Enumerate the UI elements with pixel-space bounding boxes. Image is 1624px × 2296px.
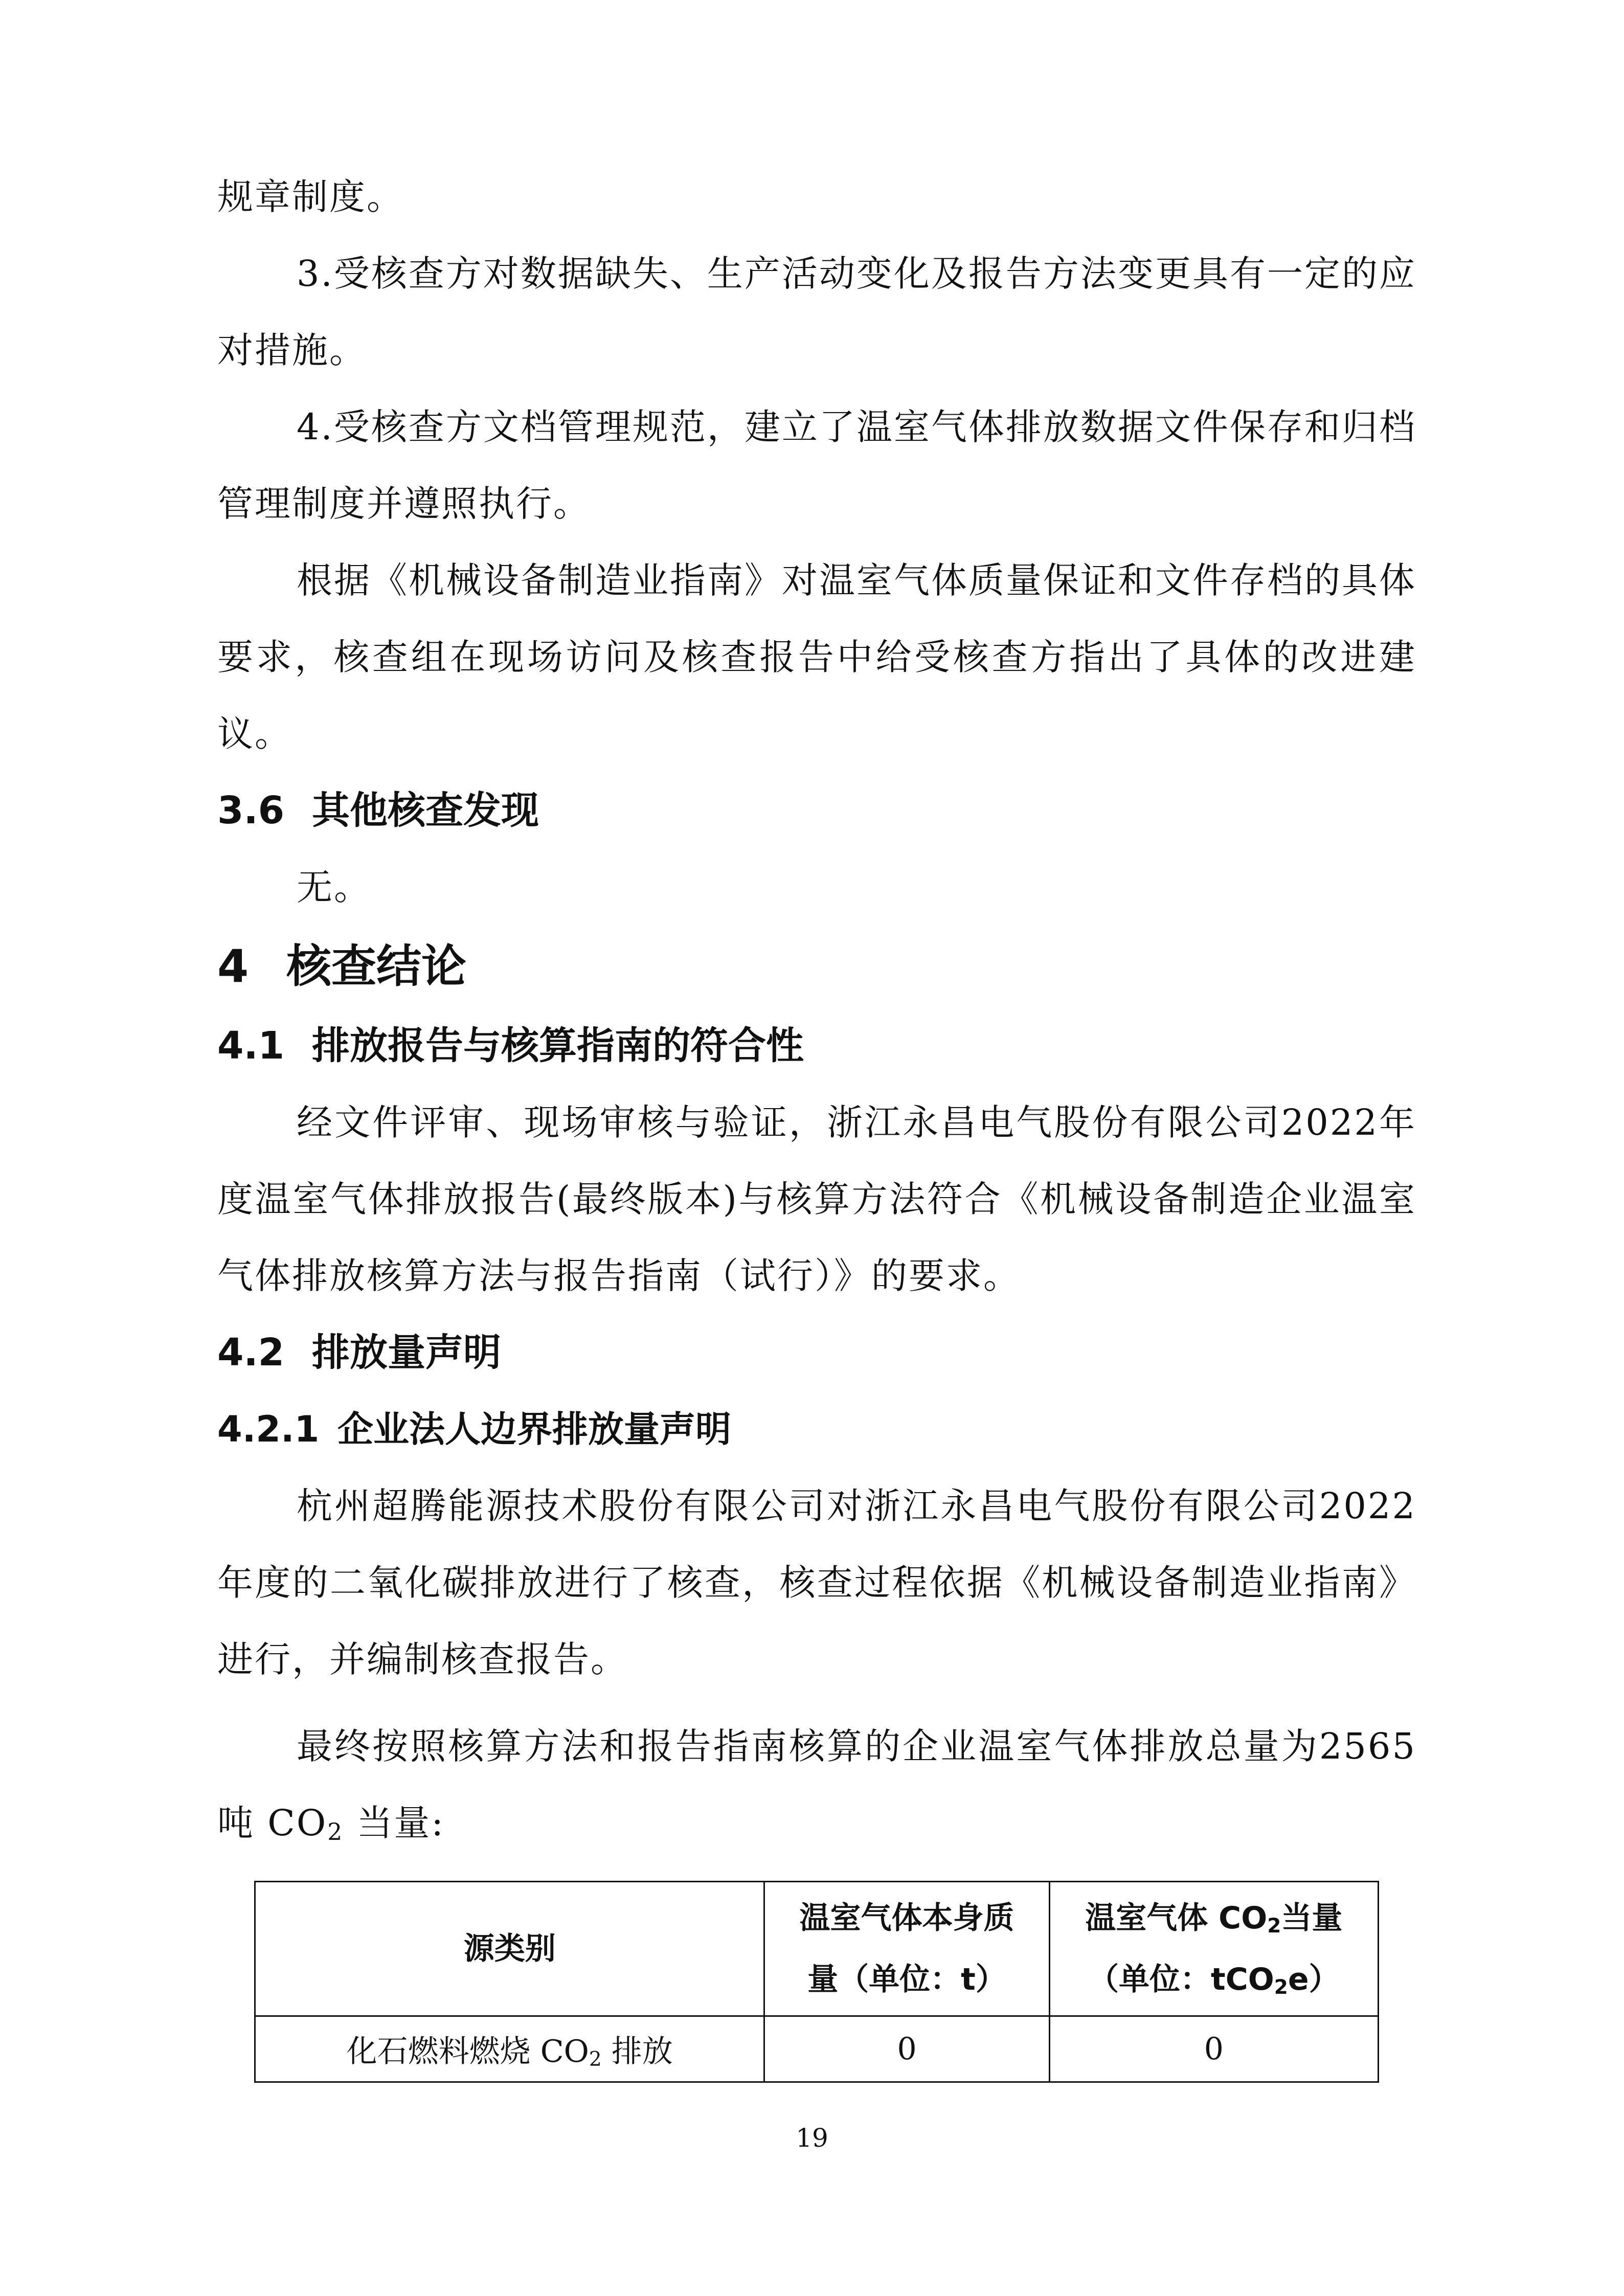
section-number: 4.2.1: [217, 1408, 320, 1450]
section-3-6-heading: [217, 772, 1416, 849]
section-number: 4: [217, 940, 249, 993]
section-title: 企业法人边界排放量声明: [337, 1408, 731, 1450]
header-gas-mass: 温室气体本身质 量（单位：t）: [764, 1882, 1049, 2016]
paragraph-total-emissions: [217, 1708, 1416, 1861]
section-number: 4.2: [217, 1331, 285, 1375]
section-4-1-heading: [217, 1007, 1416, 1084]
section-number: 4.1: [217, 1024, 285, 1068]
table-row: [255, 2016, 1379, 2082]
cell-co2e: 0: [1049, 2016, 1378, 2082]
section-4-2-1-heading: [217, 1391, 1416, 1468]
section-title: 排放量声明: [312, 1331, 501, 1375]
section-4-heading: [217, 926, 1416, 1007]
section-number: 3.6: [217, 789, 285, 832]
header-source-category: 源类别: [255, 1882, 764, 2016]
section-4-2-heading: [217, 1314, 1416, 1391]
cell-source: 化石燃料燃烧 $CO_2$ 排放: [255, 2016, 764, 2082]
paragraph-item-4: 4.受核查方文档管理规范，建立了温室气体排放数据文件保存和归档管理制度并遵照执行。: [217, 406, 1416, 525]
header-co2-equivalent: 温室气体 $CO_2$当量 （单位：tCO$_2$e）: [1049, 1882, 1378, 2016]
paragraph-item-3: 3.受核查方对数据缺失、生产活动变化及报告方法变更具有一定的应对措施。: [217, 253, 1416, 371]
paragraph-4-2-1: 杭州超腾能源技术股份有限公司对浙江永昌电气股份有限公司2022年度的二氧化碳排放进行了核查，核查过程依据《机械设备制造业指南》进行，并编制核查报告。: [217, 1485, 1416, 1680]
paragraph-4-1: 经文件评审、现场审核与验证，浙江永昌电气股份有限公司2022年度温室气体排放报告(最终版本)与核算方法符合《机械设备制造企业温室气体排放核算方法与报告指南（试行）》的要求。: [217, 1101, 1416, 1297]
emissions-table: [254, 1881, 1379, 2083]
paragraph-continued: 规章制度。: [217, 176, 404, 218]
document-page: [217, 0, 1416, 1861]
cell-mass: 0: [764, 2016, 1049, 2082]
section-title: 核查结论: [286, 940, 467, 993]
co2-formula: $CO_2$: [267, 1802, 344, 1846]
total-unit: 当量:: [356, 1802, 445, 1844]
section-title: 排放报告与核算指南的符合性: [312, 1024, 804, 1068]
paragraph-guide: 根据《机械设备制造业指南》对温室气体质量保证和文件存档的具体要求，核查组在现场访问及核查报告中给受核查方指出了具体的改进建议。: [217, 559, 1416, 755]
table-header-row: [255, 1882, 1379, 2016]
page-number: 19: [796, 2123, 828, 2153]
paragraph-none: 无。: [297, 866, 371, 908]
total-text: 最终按照核算方法和报告指南核算的企业温室气体排放总量为2565吨: [217, 1725, 1416, 1844]
section-title: 其他核查发现: [312, 789, 539, 832]
